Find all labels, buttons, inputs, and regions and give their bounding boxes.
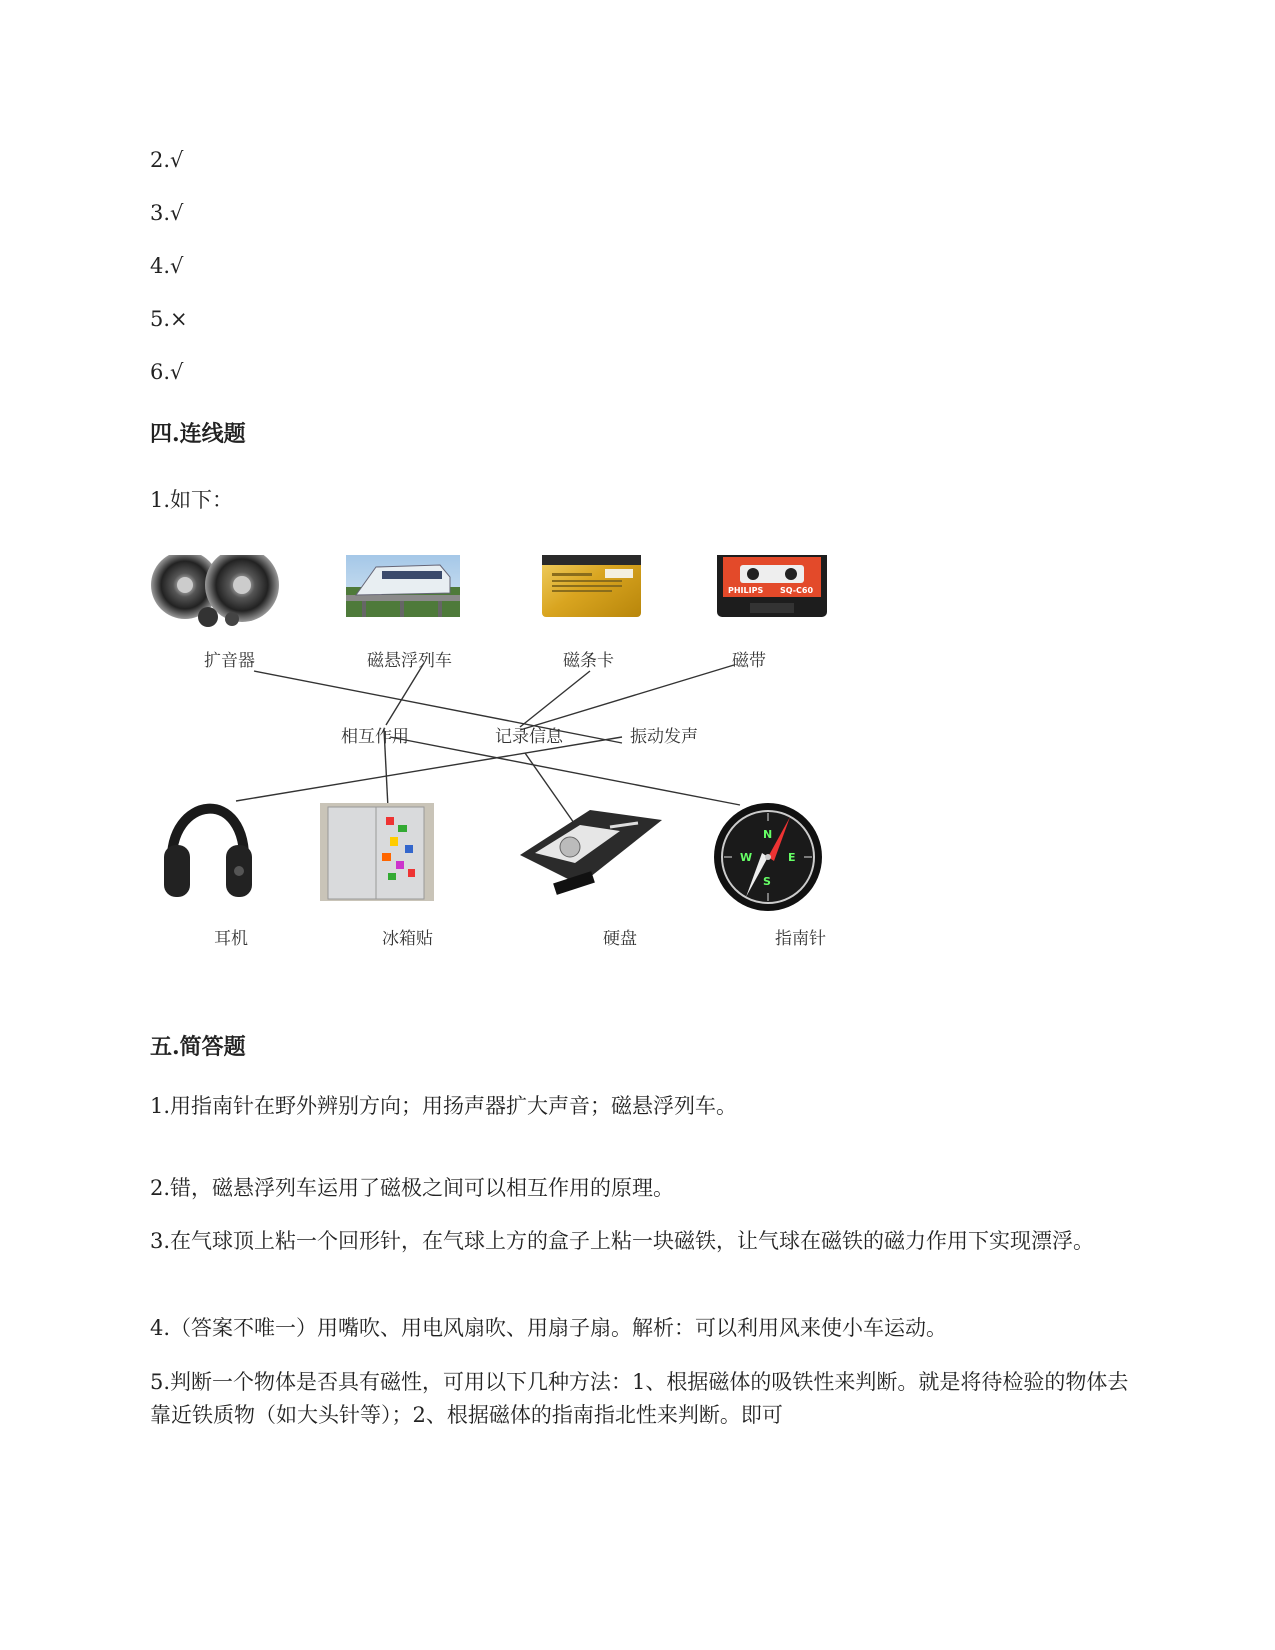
answer-6: 6.√: [150, 360, 184, 384]
svg-text:E: E: [788, 851, 796, 864]
line-maglev-interaction: [386, 663, 424, 725]
label-hard-disk: 硬盘: [603, 929, 637, 949]
label-amplifier: 扩音器: [204, 651, 255, 671]
section-4-heading: 四.连线题: [150, 421, 246, 447]
svg-text:S: S: [763, 875, 771, 888]
answer-5: 5.×: [150, 307, 188, 331]
label-record-info: 记录信息: [495, 727, 563, 747]
cassette-brand-text: PHILIPS: [728, 586, 764, 595]
line-card-record: [520, 671, 590, 727]
short-answer-5: 5.判断一个物体是否具有磁性，可用以下几种方法：1、根据磁体的吸铁性来判断。就是将待检验的物体去靠近铁质物（如大头针等）；2、根据磁体的指南指北性来判断。即可: [150, 1370, 1129, 1427]
matching-diagram-svg: [150, 555, 880, 1015]
label-magnetic-tape: 磁带: [732, 651, 766, 671]
label-vibrate-sound: 振动发声: [630, 727, 698, 747]
answer-4: 4.√: [150, 254, 184, 278]
label-headphones: 耳机: [214, 929, 248, 949]
label-fridge-magnet: 冰箱贴: [382, 929, 433, 949]
svg-text:N: N: [763, 828, 773, 841]
line-tape-record: [520, 665, 734, 730]
label-maglev-train: 磁悬浮列车: [367, 651, 452, 671]
matching-diagram: [150, 555, 880, 1015]
section-4-intro: 1.如下：: [150, 488, 234, 512]
short-answer-4: 4.（答案不唯一）用嘴吹、用电风扇吹、用扇子扇。解析：可以利用风来使小车运动。: [150, 1316, 948, 1340]
headphones-image: [164, 809, 252, 897]
line-vibrate-headphone: [236, 737, 622, 801]
line-amplifier-vibrate: [254, 671, 622, 743]
short-answer-3: 3.在气球顶上粘一个回形针，在气球上方的盒子上粘一块磁铁，让气球在磁铁的磁力作用下实现漂浮。: [150, 1229, 1095, 1253]
answer-3: 3.√: [150, 201, 184, 225]
short-answer-2: 2.错，磁悬浮列车运用了磁极之间可以相互作用的原理。: [150, 1176, 675, 1200]
section-5-heading: 五.简答题: [150, 1034, 246, 1060]
label-magnetic-card: 磁条卡: [563, 651, 614, 671]
cassette-model-text: SQ-C60: [780, 586, 814, 595]
cassette-tape-image: [717, 555, 827, 617]
line-interaction-compass: [390, 737, 740, 805]
speaker-image: [151, 555, 279, 627]
answer-2: 2.√: [150, 148, 184, 172]
hard-disk-image: [520, 810, 662, 895]
label-interaction: 相互作用: [341, 727, 409, 747]
label-compass: 指南针: [775, 929, 826, 949]
fridge-magnet-image: [320, 803, 434, 901]
short-answer-1: 1.用指南针在野外辨别方向；用扬声器扩大声音；磁悬浮列车。: [150, 1094, 738, 1118]
svg-text:W: W: [740, 851, 753, 864]
compass-image: [714, 803, 822, 911]
maglev-train-image: [346, 555, 460, 617]
line-record-harddisk: [525, 753, 574, 823]
magnetic-card-image: [542, 555, 641, 617]
